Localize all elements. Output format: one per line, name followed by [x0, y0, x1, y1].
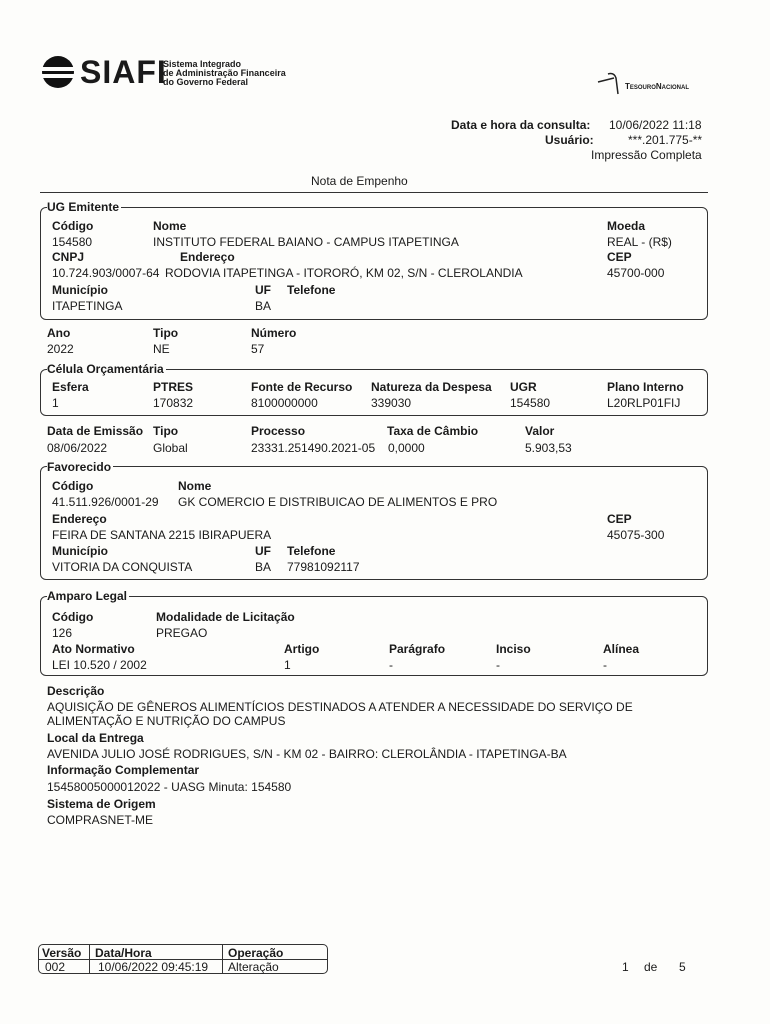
ug-endereco-label: Endereço: [180, 250, 235, 264]
natureza-label: Natureza da Despesa: [371, 380, 492, 394]
ug-uf: BA: [255, 299, 272, 313]
siafi-logo-text: SIAFI: [80, 54, 167, 90]
numero-label: Número: [251, 326, 297, 340]
info-value: 15458005000012022 - UASG Minuta: 154580: [47, 780, 292, 794]
valor-value: 5.903,53: [525, 441, 572, 455]
fonte-value: 8100000000: [251, 396, 318, 410]
tipo-value: NE: [153, 342, 170, 356]
emissao-data: 08/06/2022: [47, 441, 108, 455]
emissao-data-label: Data de Emissão: [47, 424, 144, 438]
ug-nome-label: Nome: [153, 219, 187, 233]
emissao-tipo-label: Tipo: [153, 424, 179, 438]
version-col-divider-2: [222, 944, 223, 974]
ug-codigo: 154580: [52, 235, 93, 249]
ano-label: Ano: [47, 326, 71, 340]
artigo-value: 1: [284, 658, 291, 672]
celula-legend: Célula Orçamentária: [47, 362, 164, 376]
fav-cep-label: CEP: [607, 512, 632, 526]
sistema-value: COMPRASNET-ME: [47, 813, 154, 827]
system-name: [163, 60, 286, 87]
ug-nome: INSTITUTO FEDERAL BAIANO - CAMPUS ITAPETINGA: [153, 235, 459, 249]
siafi-logo-icon: [40, 54, 76, 90]
page-current: 1: [622, 960, 629, 974]
fonte-label: Fonte de Recurso: [251, 380, 353, 394]
artigo-label: Artigo: [284, 642, 320, 656]
fav-uf-label: UF: [255, 544, 271, 558]
numero-value: 57: [251, 342, 265, 356]
version-col-divider-1: [89, 944, 90, 974]
ugr-label: UGR: [510, 380, 537, 394]
amparo-legend: Amparo Legal: [47, 589, 128, 603]
plano-label: Plano Interno: [607, 380, 684, 394]
datahora-value: 10/06/2022 09:45:19: [98, 960, 209, 974]
ptres-value: 170832: [153, 396, 194, 410]
ug-municipio-label: Município: [52, 283, 108, 297]
ug-cep: 45700-000: [607, 266, 665, 280]
paragrafo-label: Parágrafo: [389, 642, 446, 656]
info-label: Informação Complementar: [47, 763, 200, 777]
modalidade-value: PREGAO: [156, 626, 208, 640]
ug-moeda-label: Moeda: [607, 219, 646, 233]
descricao-line-2: ALIMENTAÇÃO E NUTRIÇÃO DO CAMPUS: [47, 714, 286, 728]
fav-endereco: FEIRA DE SANTANA 2215 IBIRAPUERA: [52, 528, 272, 542]
fav-telefone-label: Telefone: [287, 544, 336, 558]
favorecido-legend: Favorecido: [47, 460, 112, 474]
inciso-value: -: [496, 658, 500, 672]
taxa-label: Taxa de Câmbio: [387, 424, 479, 438]
inciso-label: Inciso: [496, 642, 531, 656]
descricao-label: Descrição: [47, 684, 105, 698]
ug-emitente-legend: UG Emitente: [47, 200, 120, 214]
ug-municipio: ITAPETINGA: [52, 299, 123, 313]
sistema-label: Sistema de Origem: [47, 797, 156, 811]
taxa-value: 0,0000: [388, 441, 425, 455]
usuario-label: Usuário:: [545, 133, 594, 147]
emissao-tipo: Global: [153, 441, 188, 455]
ugr-value: 154580: [510, 396, 551, 410]
ato-label: Ato Normativo: [52, 642, 135, 656]
alinea-value: -: [603, 658, 607, 672]
fav-endereco-label: Endereço: [52, 512, 107, 526]
paragrafo-value: -: [389, 658, 393, 672]
versao-label: Versão: [42, 946, 82, 960]
system-name-line-2: de Administração Financeira: [163, 68, 286, 78]
esfera-value: 1: [52, 396, 59, 410]
title-divider: [40, 192, 708, 193]
system-name-line-1: Sistema Integrado: [163, 59, 242, 69]
ug-cep-label: CEP: [607, 250, 632, 264]
ug-uf-label: UF: [255, 283, 271, 297]
usuario-value: ***.201.775-**: [628, 133, 703, 147]
ano-value: 2022: [47, 342, 74, 356]
versao-value: 002: [45, 960, 66, 974]
fav-nome-label: Nome: [178, 479, 212, 493]
page-total: 5: [679, 960, 686, 974]
local-value: AVENIDA JULIO JOSÉ RODRIGUES, S/N - KM 02 - BAIRRO: CLEROLÂNDIA - ITAPETINGA-BA: [47, 747, 567, 761]
consulta-value: 10/06/2022 11:18: [609, 118, 702, 132]
fav-municipio-label: Município: [52, 544, 108, 558]
ug-codigo-label: Código: [52, 219, 94, 233]
amparo-codigo-label: Código: [52, 610, 94, 624]
fav-codigo: 41.511.926/0001-29: [52, 495, 159, 509]
consulta-label: Data e hora da consulta:: [451, 118, 591, 132]
operacao-label: Operação: [228, 946, 284, 960]
datahora-label: Data/Hora: [95, 946, 152, 960]
system-name-line-3: do Governo Federal: [163, 77, 249, 87]
fav-cep: 45075-300: [607, 528, 665, 542]
descricao-line-1: AQUISIÇÃO DE GÊNEROS ALIMENTÍCIOS DESTINADOS A ATENDER A NECESSIDADE DO SERVIÇO DE: [47, 700, 633, 714]
amparo-codigo: 126: [52, 626, 73, 640]
ptres-label: PTRES: [153, 380, 194, 394]
ug-endereco: RODOVIA ITAPETINGA - ITORORÓ, KM 02, S/N - CLEROLANDIA: [165, 266, 523, 280]
operacao-value: Alteração: [228, 960, 279, 974]
alinea-label: Alínea: [603, 642, 640, 656]
natureza-value: 339030: [371, 396, 412, 410]
ug-cnpj: 10.724.903/0007-64: [52, 266, 160, 280]
tesouro-text: TesouroNacional: [625, 82, 689, 91]
ug-moeda: REAL - (R$): [607, 235, 672, 249]
processo-label: Processo: [251, 424, 306, 438]
fav-nome: GK COMERCIO E DISTRIBUICAO DE ALIMENTOS E PRO: [178, 495, 498, 509]
modalidade-label: Modalidade de Licitação: [156, 610, 295, 624]
ug-telefone-label: Telefone: [287, 283, 336, 297]
valor-label: Valor: [525, 424, 555, 438]
processo-value: 23331.251490.2021-05: [251, 441, 376, 455]
page-of: de: [644, 960, 658, 974]
ug-cnpj-label: CNPJ: [52, 250, 85, 264]
local-label: Local da Entrega: [47, 731, 144, 745]
page-title: Nota de Empenho: [311, 174, 408, 188]
esfera-label: Esfera: [52, 380, 89, 394]
siafi-logo: [40, 52, 167, 92]
impressao-text: Impressão Completa: [591, 148, 702, 162]
fav-uf: BA: [255, 560, 272, 574]
plano-value: L20RLP01FIJ: [607, 396, 681, 410]
fav-telefone: 77981092117: [287, 560, 360, 574]
tipo-label: Tipo: [153, 326, 179, 340]
fav-codigo-label: Código: [52, 479, 94, 493]
fav-municipio: VITORIA DA CONQUISTA: [52, 560, 193, 574]
ato-value: LEI 10.520 / 2002: [52, 658, 147, 672]
tesouro-arrow-icon: [596, 70, 622, 96]
